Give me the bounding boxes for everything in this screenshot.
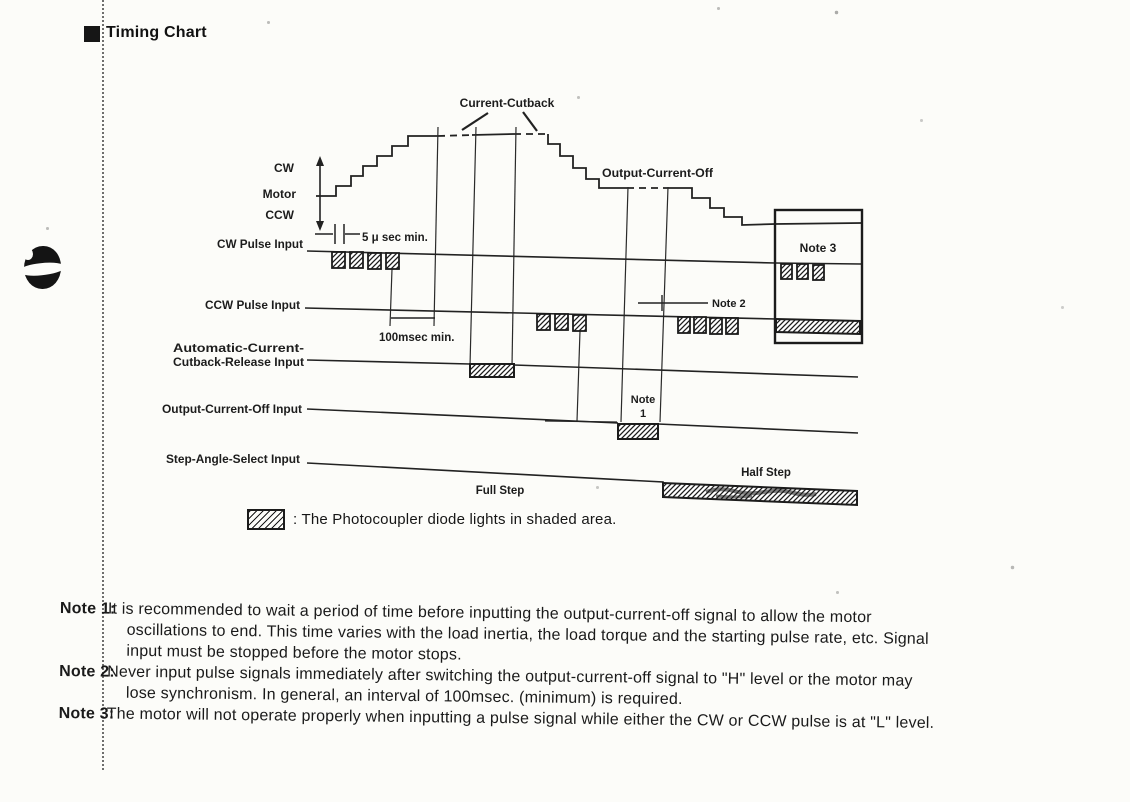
note-line: Never input pulse signals immediately after switching the output-current-off signal to "H" level or the motor may: [107, 663, 913, 690]
signal-label-ccw-pulse: CCW Pulse Input: [205, 298, 300, 312]
pulse-width-label: 5 μ sec min.: [362, 232, 428, 244]
note3-box: [775, 210, 862, 343]
note1-ref-word: Note: [630, 394, 656, 406]
output-current-off-label: Output-Current-Off: [602, 166, 715, 180]
note2-ref-label: Note 2: [712, 298, 746, 310]
timing-reference-lines: [390, 127, 668, 422]
cw-pulse-train: [332, 252, 399, 269]
motor-direction-axis: [316, 156, 324, 231]
signal-label-cw-pulse: CW Pulse Input: [217, 237, 303, 251]
interval-label: 100msec min.: [379, 332, 455, 344]
ccw-pulse-train-a: [537, 314, 586, 331]
signal-label-output-off: Output-Current-Off Input: [162, 402, 303, 416]
current-cutback-label: Current-Cutback: [459, 96, 555, 110]
axis-label-cw: CW: [274, 161, 294, 175]
note-1: [59, 598, 1116, 673]
section-bullet-square: [84, 26, 100, 42]
note-1-label: Note 1:: [59, 599, 116, 618]
signal-label-auto-cutback-1: Automatic-Current-: [173, 341, 305, 355]
signal-label-step-angle: Step-Angle-Select Input: [166, 452, 300, 466]
ccw-low-band-note3: [776, 319, 860, 334]
auto-cutback-low-pulse: [470, 364, 514, 377]
note-3-label: Note 3:: [58, 704, 115, 723]
note2-dimension: [638, 295, 708, 311]
pulse-width-dimension: [315, 224, 360, 244]
note-1-text: [107, 599, 929, 671]
step-angle-waveform: [307, 463, 663, 497]
ccw-pulse-train-b: [678, 317, 738, 334]
note-line: It is recommended to wait a period of time before inputting the output-current-off signal to allow the motor: [107, 600, 872, 627]
signal-label-auto-cutback-2: Cutback-Release Input: [173, 355, 304, 369]
cw-pulse-train-note3: [781, 264, 824, 280]
legend: [247, 509, 617, 530]
half-step-scribble: [706, 489, 816, 497]
hatch-swatch: [247, 509, 285, 530]
note-line: lose synchronism. In general, an interval of 100msec. (minimum) is required.: [125, 684, 683, 709]
axis-label-motor: Motor: [262, 187, 296, 201]
note-line: input must be stopped before the motor stops.: [126, 642, 462, 664]
note1-ref-num: 1: [639, 408, 647, 420]
current-cutback-arrows: [462, 112, 537, 131]
ink-blob-artifact: [24, 246, 61, 289]
note-line: The motor will not operate properly when inputting a pulse signal while either the CW or CCW pulse is at "L" level.: [106, 705, 935, 732]
notes-section: [59, 598, 1116, 736]
half-step-label: Half Step: [741, 467, 791, 479]
note3-ref-label: Note 3: [799, 241, 837, 255]
cw-pulse-baseline: [307, 251, 861, 264]
half-step-band: [663, 483, 857, 505]
output-off-waveform: [307, 409, 858, 433]
legend-text: : The Photocoupler diode lights in shaded area.: [293, 511, 617, 528]
output-off-low-pulse: [618, 424, 658, 439]
note-2-label: Note 2:: [59, 662, 115, 681]
motor-speed-waveform: [316, 134, 861, 225]
section-header: [84, 24, 207, 42]
ccw-pulse-baseline: [305, 308, 776, 319]
paper-specks: [0, 0, 1, 1]
auto-cutback-waveform: [307, 360, 858, 377]
axis-label-ccw: CCW: [265, 208, 294, 222]
page-title: Timing Chart: [106, 24, 207, 41]
note-line: oscillations to end. This time varies with the load inertia, the load torque and the starting pulse rate, etc. Signal: [126, 621, 929, 648]
full-step-label: Full Step: [475, 485, 525, 497]
